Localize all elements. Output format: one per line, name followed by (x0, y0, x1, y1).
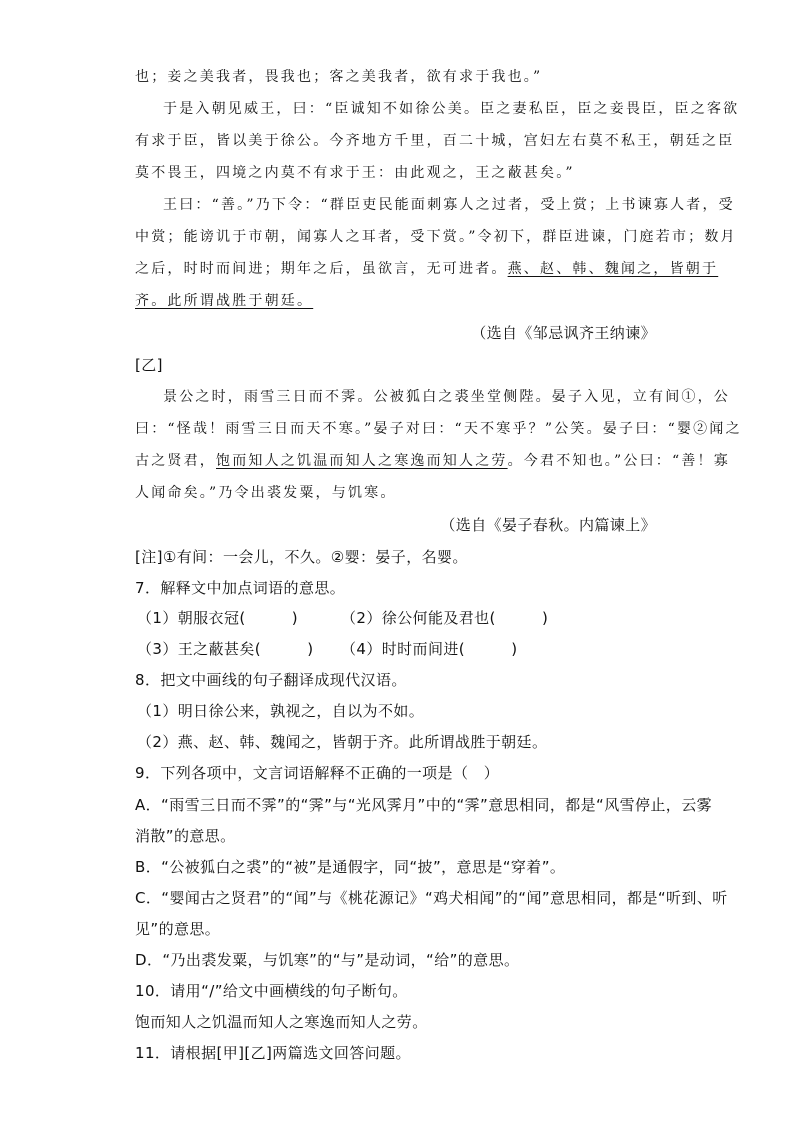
underlined-sentence-yi: 饱而知人之饥温而知人之寒逸而知人之劳 (216, 453, 508, 469)
question-7: 7．解释文中加点词语的意思。 (135, 579, 346, 597)
question-9-option-d: D．“乃出裘发粟，与饥寒”的“与”是动词，“给”的意思。 (135, 951, 520, 969)
question-8: 8．把文中画线的句子翻译成现代汉语。 (135, 671, 407, 689)
question-7-item-4: （4）时时而间进( ) (341, 640, 518, 658)
passage-yi-line-3-plain-b: 。今君不知也。”公曰：“善！寡 (507, 453, 730, 469)
question-9-option-a-line-2: 消散”的意思。 (135, 827, 236, 845)
passage-jia-line-5: 王曰：“善。”乃下令：“群臣吏民能面刺寡人之过者，受上赏；上书谏寡人者，受 (163, 197, 735, 213)
question-7-item-3: （3）王之蔽甚矣( ) (137, 640, 314, 658)
passage-yi-line-2: 曰：“怪哉！雨雪三日而天不寒。”晏子对曰：“天不寒乎？”公笑。晏子曰：“婴②闻之 (135, 421, 742, 437)
question-9-option-a-line-1: A．“雨雪三日而不霁”的“霁”与“光风霁月”中的“霁”意思相同，都是“风雪停止，云雾 (135, 796, 713, 814)
passage-jia-line-2: 于是入朝见威王，曰：“臣诚知不如徐公美。臣之妻私臣，臣之妾畏臣，臣之客欲 (163, 101, 740, 117)
passage-jia-line-4: 莫不畏王，四境之内莫不有求于王：由此观之，王之蔽甚矣。” (135, 165, 575, 181)
passage-yi-line-3-plain-a: 古之贤君， (135, 453, 216, 469)
source-citation-yi: （选自《晏子春秋。内篇谏上》 (440, 516, 656, 534)
question-10: 10．请用“/”给文中画横线的句子断句。 (135, 982, 408, 1000)
passage-jia-line-8 (135, 290, 313, 310)
question-9-option-c-line-1: C．“婴闻古之贤君”的“闻”与《桃花源记》“鸡犬相闻”的“闻”意思相同，都是“听到、听 (135, 889, 728, 907)
passage-jia-line-3: 有求于臣，皆以美于徐公。今齐地方千里，百二十城，宫妇左右莫不私王，朝廷之臣 (135, 133, 735, 149)
question-9-option-c-line-2: 见”的意思。 (135, 920, 221, 938)
question-10-sentence: 饱而知人之饥温而知人之寒逸而知人之劳。 (135, 1013, 428, 1031)
question-9-option-b: B．“公被狐白之裘”的“被”是通假字，同“披”，意思是“穿着”。 (135, 858, 566, 876)
passage-jia-line-1: 也；妾之美我者，畏我也；客之美我者，欲有求于我也。” (135, 69, 543, 85)
question-9: 9．下列各项中，文言词语解释不正确的一项是（ ） (135, 764, 500, 782)
question-7-item-1: （1）朝服衣冠( ) (137, 609, 299, 627)
passage-yi-line-1: 景公之时，雨雪三日而不霁。公被狐白之裘坐堂侧陛。晏子入见，立有间①，公 (163, 389, 730, 405)
passage-jia-line-6: 中赏；能谤讥于市朝，闻寡人之耳者，受下赏。”令初下，群臣进谏，门庭若市；数月 (135, 229, 737, 245)
passage-jia-line-7 (135, 258, 718, 278)
passage-yi-line-4: 人闻命矣。”乃令出裘发粟，与饥寒。 (135, 485, 397, 501)
passage-jia-line-7-plain: 之后，时时而间进；期年之后，虽欲言，无可进者。 (135, 261, 508, 277)
question-8-item-2: （2）燕、赵、韩、魏闻之，皆朝于齐。此所谓战胜于朝廷。 (137, 733, 548, 751)
underlined-sentence-part-1: 燕、赵、韩、魏闻之，皆朝于 (507, 261, 719, 277)
question-8-item-1: （1）明日徐公来，孰视之，自以为不如。 (137, 702, 425, 720)
question-7-item-2: （2）徐公何能及君也( ) (341, 609, 549, 627)
source-citation-jia: （选自《邹忌讽齐王纳谏》 (471, 324, 656, 342)
question-11: 11．请根据[甲][乙]两篇选文回答问题。 (135, 1044, 411, 1062)
annotation-note: [注]①有间：一会儿，不久。②婴：晏子，名婴。 (135, 548, 468, 566)
passage-yi-label: [乙] (135, 356, 163, 374)
underlined-sentence-part-2: 齐。此所谓战胜于朝廷。 (135, 293, 314, 309)
passage-yi-line-3 (135, 450, 730, 470)
